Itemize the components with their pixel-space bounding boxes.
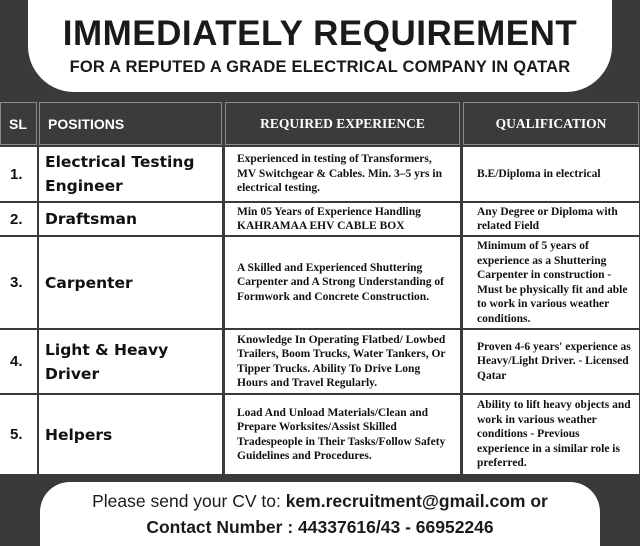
- row-qualification: Proven 4-6 years' experience as Heavy/Light Driver. - Licensed Qatar: [463, 330, 639, 393]
- column-header-positions: POSITIONS: [39, 102, 222, 145]
- row-sl: 4.: [0, 330, 37, 393]
- row-experience: Knowledge In Operating Flatbed/ Lowbed Trailers, Boom Trucks, Water Tankers, Or Tipper Trucks. Ability To Drive Long Hours and Travel Regularly.: [225, 330, 460, 393]
- column-header-experience: REQUIRED EXPERIENCE: [225, 102, 460, 145]
- cv-instruction: [40, 491, 600, 512]
- column-header-sl: SL: [0, 102, 37, 145]
- table-row: [0, 395, 640, 474]
- row-experience: Experienced in testing of Transformers, MV Switchgear & Cables. Min. 3–5 yrs in electrical testing.: [225, 147, 460, 201]
- column-header-qualification: QUALIFICATION: [463, 102, 639, 145]
- table-row: [0, 203, 640, 235]
- email-link[interactable]: kem.recruitment@gmail.com: [285, 491, 526, 511]
- row-experience: Load And Unload Materials/Clean and Prepare Worksites/Assist Skilled Tradespeople in Their Tasks/Follow Safety Guidelines and Procedures.: [225, 395, 460, 474]
- contact-number: Contact Number : 44337616/43 - 66952246: [146, 517, 494, 537]
- row-position: Helpers: [39, 395, 222, 474]
- row-position: Draftsman: [39, 203, 222, 235]
- row-qualification: Minimum of 5 years of experience as a Shuttering Carpenter in construction - Must be physically fit and able to work in various weather conditions.: [463, 237, 639, 328]
- cv-instruction-text: Please send your CV to:: [92, 491, 286, 511]
- row-sl: 5.: [0, 395, 37, 474]
- row-sl: 3.: [0, 237, 37, 328]
- row-sl: 2.: [0, 203, 37, 235]
- table-header-row: [0, 102, 640, 145]
- or-text: or: [525, 491, 548, 511]
- row-position: Electrical Testing Engineer: [39, 147, 222, 201]
- row-position: Carpenter: [39, 237, 222, 328]
- table-row: [0, 237, 640, 328]
- row-sl: 1.: [0, 147, 37, 201]
- page-title: IMMEDIATELY REQUIREMENT: [62, 14, 578, 53]
- page-subtitle: FOR A REPUTED A GRADE ELECTRICAL COMPANY IN QATAR: [69, 58, 571, 76]
- row-qualification: Any Degree or Diploma with related Field: [463, 203, 639, 235]
- table-row: [0, 330, 640, 393]
- header-banner: [28, 0, 612, 92]
- row-qualification: Ability to lift heavy objects and work in various weather conditions - Previous experience in a similar role is preferred.: [463, 395, 639, 474]
- row-qualification: B.E/Diploma in electrical: [463, 147, 639, 201]
- row-experience: A Skilled and Experienced Shuttering Carpenter and A Strong Understanding of Formwork and Concrete Construction.: [225, 237, 460, 328]
- row-position: Light & Heavy Driver: [39, 330, 222, 393]
- row-experience: Min 05 Years of Experience Handling KAHRAMAA EHV CABLE BOX: [225, 203, 460, 235]
- contact-footer: [40, 482, 600, 546]
- table-row: [0, 147, 640, 201]
- positions-table: [0, 102, 640, 474]
